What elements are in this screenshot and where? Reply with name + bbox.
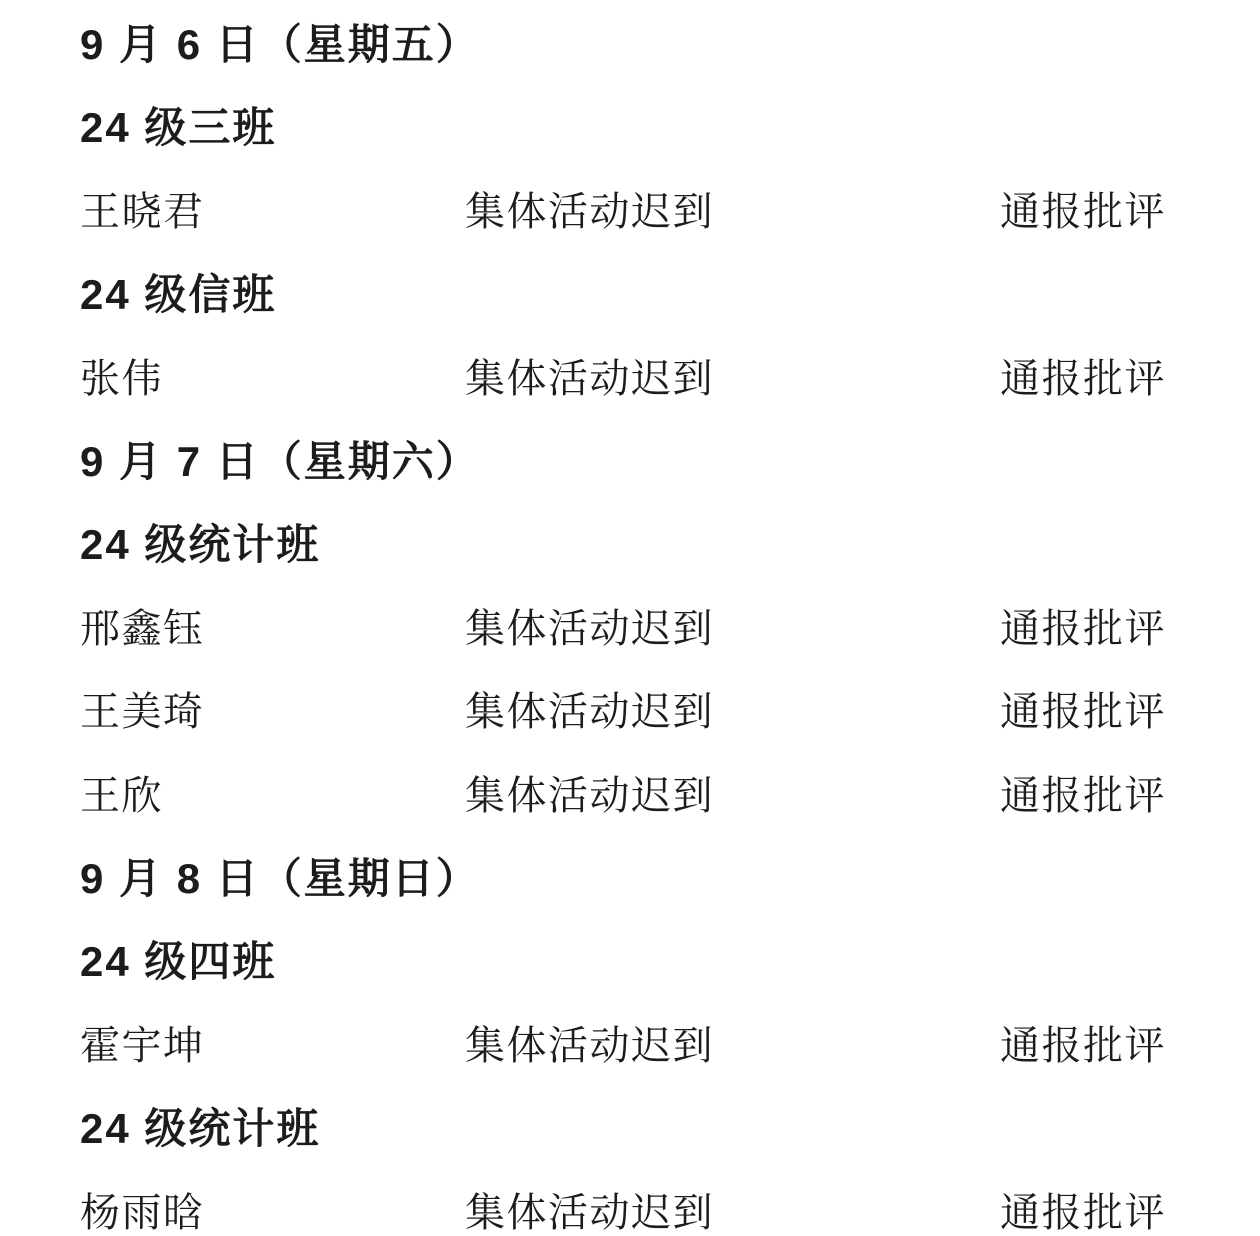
violation-row: [80, 1167, 1170, 1236]
punishment-text: 通报批评: [1000, 1023, 1166, 1068]
class-heading: 24 级信班: [80, 270, 277, 318]
violation-text: 集体活动迟到: [465, 356, 714, 401]
violation-text: 集体活动迟到: [465, 773, 714, 818]
date-heading: 9 月 6 日（星期五）: [80, 20, 480, 68]
violation-text: 集体活动迟到: [465, 1023, 714, 1068]
student-name: 邢鑫钰: [80, 606, 205, 651]
violation-row: [80, 1001, 1170, 1084]
class-heading: 24 级统计班: [80, 1104, 321, 1152]
punishment-text: 通报批评: [1000, 1190, 1166, 1235]
date-heading: 9 月 8 日（星期日）: [80, 854, 480, 902]
student-name: 王欣: [80, 773, 163, 818]
student-name: 王美琦: [80, 690, 205, 735]
punishment-text: 通报批评: [1000, 356, 1166, 401]
violation-text: 集体活动迟到: [465, 189, 714, 234]
punishment-text: 通报批评: [1000, 773, 1166, 818]
date-heading: 9 月 7 日（星期六）: [80, 437, 480, 485]
violation-row: [80, 667, 1170, 750]
violation-text: 集体活动迟到: [465, 690, 714, 735]
student-name: 霍宇坤: [80, 1023, 205, 1068]
punishment-text: 通报批评: [1000, 606, 1166, 651]
student-name: 杨雨晗: [80, 1190, 205, 1235]
student-name: 王晓君: [80, 189, 205, 234]
student-name: 张伟: [80, 356, 163, 401]
violation-text: 集体活动迟到: [465, 1190, 714, 1235]
class-heading: 24 级三班: [80, 104, 277, 152]
violation-row: [80, 167, 1170, 250]
punishment-text: 通报批评: [1000, 690, 1166, 735]
violation-text: 集体活动迟到: [465, 606, 714, 651]
class-heading: 24 级四班: [80, 937, 277, 985]
violation-row: [80, 584, 1170, 667]
violation-row: [80, 334, 1170, 417]
violation-row: [80, 751, 1170, 834]
class-heading: 24 级统计班: [80, 521, 321, 569]
punishment-text: 通报批评: [1000, 189, 1166, 234]
